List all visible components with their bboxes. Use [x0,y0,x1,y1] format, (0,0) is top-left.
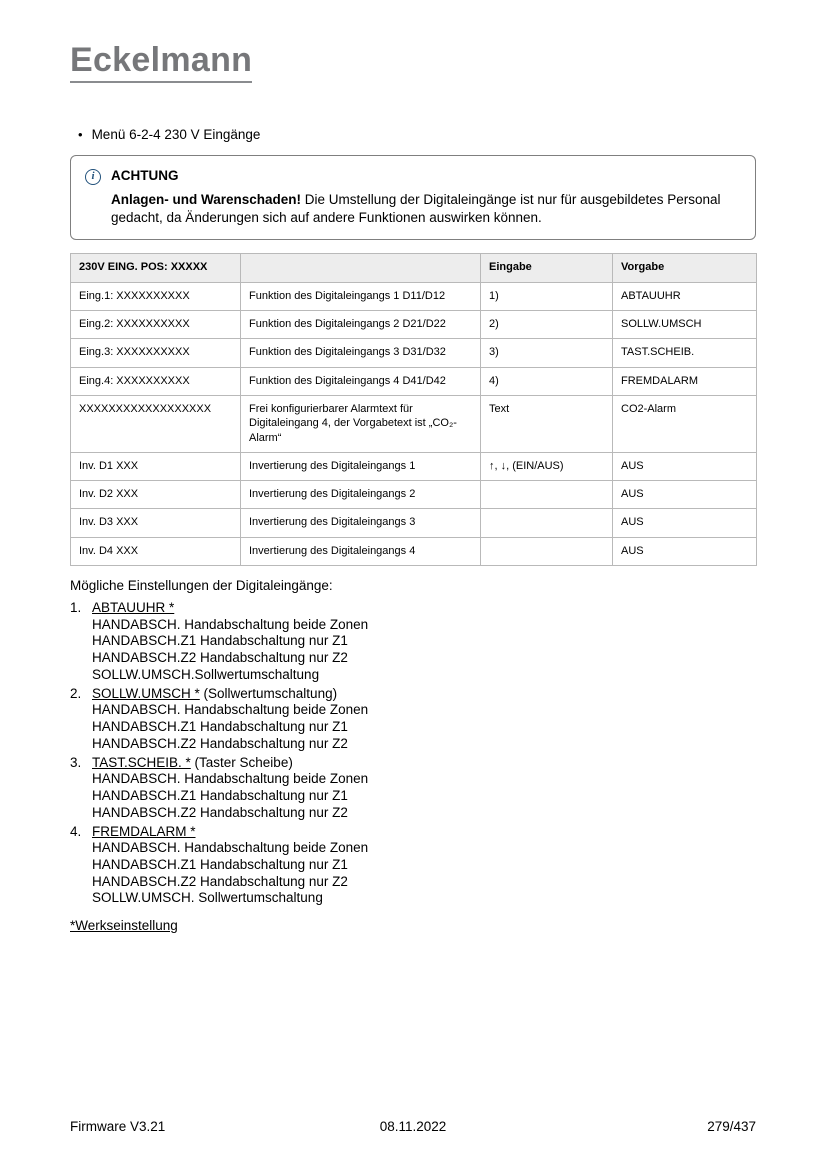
list-number: 1. [70,600,82,615]
setting-title: SOLLW.UMSCH * [92,685,200,701]
setting-suffix: (Sollwertumschaltung) [199,685,338,701]
digital-inputs-table [70,253,757,566]
table-cell: Invertierung des Digitaleingangs 1 [241,452,481,480]
setting-title: FREMDALARM * [92,823,196,839]
footer-firmware-version: Firmware V3.21 [70,1119,166,1134]
setting-item-abtauuhr [70,600,756,684]
table-row [71,339,757,367]
setting-option: HANDABSCH.Z2 Handabschaltung nur Z2 [92,804,348,820]
setting-option: HANDABSCH.Z1 Handabschaltung nur Z1 [92,788,348,804]
table-cell: FREMDALARM [613,367,757,395]
factory-setting-footnote: *Werkseinstellung [70,918,178,934]
eckelmann-logo: Eckelmann [70,43,252,83]
setting-title: TAST.SCHEIB. * [92,754,191,770]
setting-head [92,824,756,841]
info-icon: i [85,169,101,185]
warning-content [111,168,741,227]
setting-head [92,600,756,617]
table-cell: Inv. D1 XXX [71,452,241,480]
table-cell: Eing.2: XXXXXXXXXX [71,311,241,339]
table-cell: AUS [613,537,757,565]
table-cell: Invertierung des Digitaleingangs 3 [241,509,481,537]
warning-body-bold: Anlagen- und Warenschaden! [111,192,302,207]
setting-option: SOLLW.UMSCH.Sollwertumschaltung [92,666,320,682]
table-cell: AUS [613,481,757,509]
table-cell: Funktion des Digitaleingangs 1 D11/D12 [241,282,481,310]
list-number: 2. [70,685,82,701]
table-row [71,311,757,339]
table-cell: Inv. D3 XXX [71,509,241,537]
footer-date: 08.11.2022 [379,1119,447,1134]
table-row [71,282,757,310]
table-cell: 1) [481,282,613,310]
table-cell: Invertierung des Digitaleingangs 4 [241,537,481,565]
warning-box [70,155,756,240]
table-cell: Frei konfigurierbarer Alarmtext für Digitaleingang 4, der Vorgabetext ist „CO₂-Alarm“ [241,395,481,452]
setting-option: HANDABSCH. Handabschaltung beide Zonen [92,616,369,632]
table-cell: Funktion des Digitaleingangs 4 D41/D42 [241,367,481,395]
setting-option: HANDABSCH.Z2 Handabschaltung nur Z2 [92,650,348,666]
table-row [71,452,757,480]
settings-intro: Mögliche Einstellungen der Digitaleingänge: [70,578,333,593]
table-cell: CO2-Alarm [613,395,757,452]
setting-option: HANDABSCH.Z1 Handabschaltung nur Z1 [92,633,348,649]
setting-title: ABTAUUHR * [92,600,175,615]
warning-title: ACHTUNG [111,168,179,183]
setting-option: HANDABSCH. Handabschaltung beide Zonen [92,702,369,718]
setting-item-fremdalarm [70,824,756,908]
menu-breadcrumb [78,127,756,142]
table-cell: Eing.1: XXXXXXXXXX [71,282,241,310]
table-cell: AUS [613,509,757,537]
table-row [71,395,757,452]
list-number: 3. [70,754,82,770]
setting-suffix: (Taster Scheibe) [190,754,293,770]
table-cell: ABTAUUHR [613,282,757,310]
header-cell-description [241,254,481,282]
footer-page-number: 279/437 [707,1119,756,1134]
bullet-icon: • [78,127,83,142]
setting-option: HANDABSCH. Handabschaltung beide Zonen [92,840,369,856]
table-cell: Inv. D4 XXX [71,537,241,565]
table-cell: TAST.SCHEIB. [613,339,757,367]
list-number: 4. [70,823,82,839]
table-cell: 4) [481,367,613,395]
setting-option: HANDABSCH.Z2 Handabschaltung nur Z2 [92,735,348,751]
warning-body [111,191,741,227]
setting-option: HANDABSCH. Handabschaltung beide Zonen [92,771,369,787]
setting-option: SOLLW.UMSCH. Sollwertumschaltung [92,890,323,906]
page-footer [70,1119,756,1134]
header-cell-vorgabe: Vorgabe [613,254,757,282]
table-cell: Text [481,395,613,452]
table-cell [481,481,613,509]
setting-item-sollw-umsch [70,686,756,753]
setting-head [92,686,756,703]
table-cell: Funktion des Digitaleingangs 3 D31/D32 [241,339,481,367]
table-row [71,509,757,537]
settings-list [70,600,756,907]
table-cell: 2) [481,311,613,339]
table-cell: 3) [481,339,613,367]
table-cell: XXXXXXXXXXXXXXXXXX [71,395,241,452]
table-cell: AUS [613,452,757,480]
table-cell [481,509,613,537]
table-row [71,537,757,565]
menu-path-item [78,127,756,142]
header-cell-eingabe: Eingabe [481,254,613,282]
table-cell: ↑, ↓, (EIN/AUS) [481,452,613,480]
setting-option: HANDABSCH.Z1 Handabschaltung nur Z1 [92,719,348,735]
setting-item-tast-scheib [70,755,756,822]
setting-head [92,755,756,772]
setting-option: HANDABSCH.Z2 Handabschaltung nur Z2 [92,873,348,889]
table-cell: Funktion des Digitaleingangs 2 D21/D22 [241,311,481,339]
setting-option: HANDABSCH.Z1 Handabschaltung nur Z1 [92,857,348,873]
table-cell: SOLLW.UMSCH [613,311,757,339]
table-cell: Eing.3: XXXXXXXXXX [71,339,241,367]
table-row [71,481,757,509]
menu-path-label: Menü 6-2-4 230 V Eingänge [91,127,261,142]
table-cell: Invertierung des Digitaleingangs 2 [241,481,481,509]
warning-body-text: Die Umstellung der Digitaleingänge ist nur für ausgebildetes Personal gedacht, da Änderungen sich auf andere Funktionen auswirken können. [111,192,721,226]
page-header [70,43,756,83]
table-header-row [71,254,757,282]
header-cell-position: 230V EING. POS: XXXXX [71,254,241,282]
table-row [71,367,757,395]
table-cell [481,537,613,565]
table-cell: Inv. D2 XXX [71,481,241,509]
table-header [71,254,757,282]
table-cell: Eing.4: XXXXXXXXXX [71,367,241,395]
table-body [71,282,757,565]
